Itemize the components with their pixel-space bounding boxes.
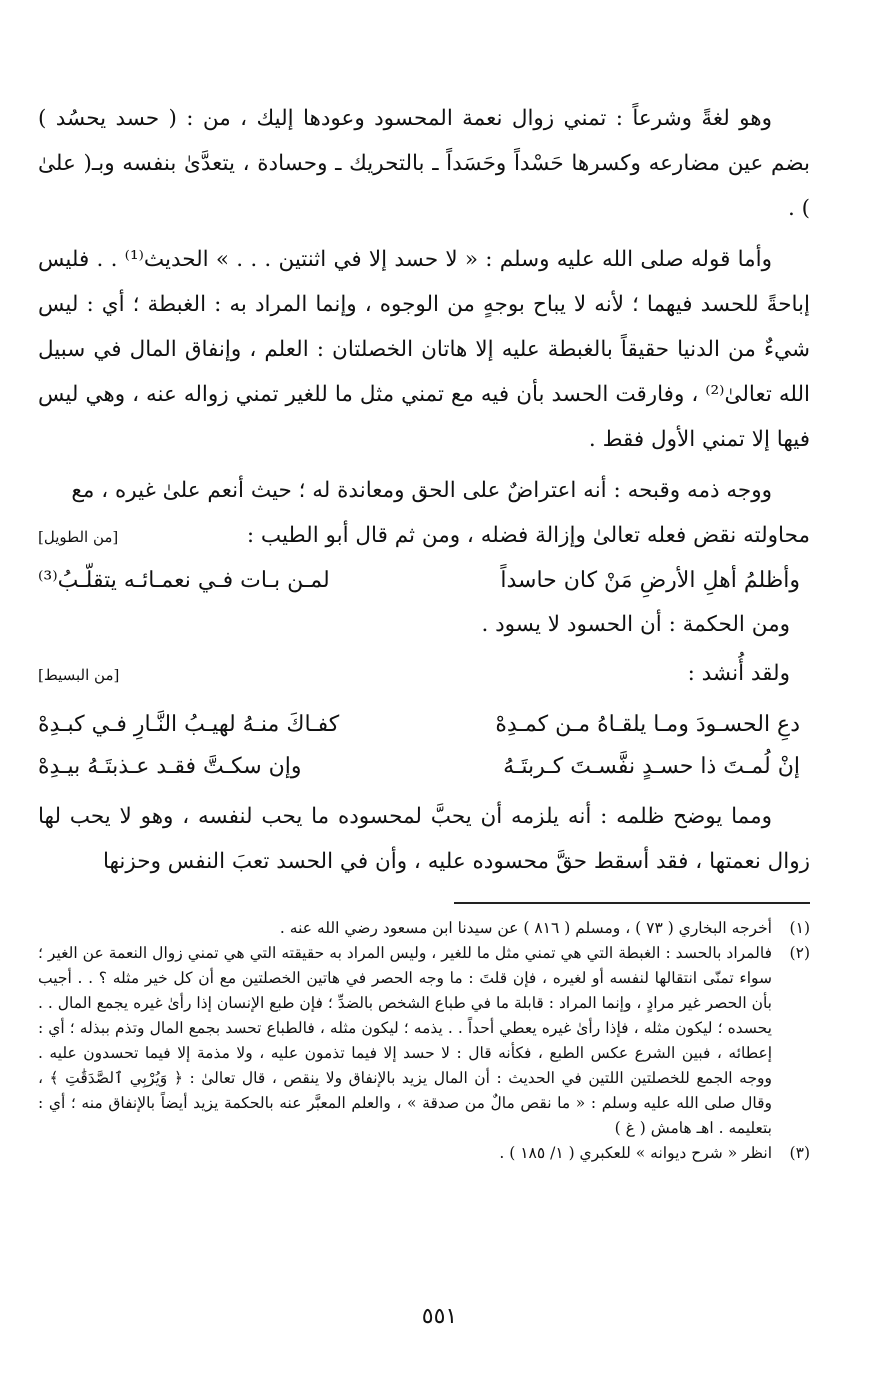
paragraph-5: ولقد أُنشد : <box>687 661 790 686</box>
meter-label-basit: [من البسيط] <box>38 666 120 684</box>
footnote-text: أخرجه البخاري ( ٧٣ ) ، ومسلم ( ٨١٦ ) عن سيدنا ابن مسعود رضي الله عنه . <box>279 919 772 937</box>
page-body <box>38 96 810 1356</box>
footnotes <box>38 916 810 1166</box>
poem-verse-3 <box>38 746 810 788</box>
paragraph-3-end: محاولته نقض فعله تعالىٰ وإزالة فضله ، ومن ثم قال أبو الطيب : <box>246 523 810 548</box>
footnote-1 <box>38 916 810 941</box>
paragraph-2: وأما قوله صلى الله عليه وسلم : « لا حسد إلا في اثنتين . . . » الحديث⁽¹⁾ . . فليس إباحةً للحسد فيهما ؛ لأنه لا يباح بوجهٍ من الوجوه ، وإنما المراد به : الغبطة ؛ أي : ليس شيءٌ من الدنيا حقيقاً بالغبطة عليه إلا هاتان الخصلتان : العلم ، وإنفاق المال في سبيل الله تعالىٰ⁽²⁾ ، وفارقت الحسد بأن فيه مع تمني مثل ما للغير تمني زواله عنه ، وهي ليس فيها إلا تمني الأول فقط . <box>38 247 810 452</box>
paragraph-3: ووجه ذمه وقبحه : أنه اعتراضٌ على الحق ومعاندة له ؛ حيث أنعم علىٰ غيره ، مع <box>71 478 772 503</box>
footnote-number: (١) <box>789 919 810 937</box>
paragraph-3-last-line <box>38 513 810 560</box>
verse-3-first-hemistich: إنْ لُمـتَ ذا حسـدٍ نفَّسـتَ كـربتَـهُ <box>503 754 800 779</box>
footnote-2 <box>38 941 810 1141</box>
meter-label-tawil: [من الطويل] <box>38 528 119 546</box>
verse-2-first-hemistich: دعِ الحسـودَ ومـا يلقـاهُ مـن كمـدِهْ <box>495 712 800 737</box>
footnote-text: فالمراد بالحسد : الغبطة التي هي تمني مثل ما للغير ، وليس المراد به حقيقته التي هي تمني زوال النعمة عن الغير ؛ سواء تمنّى انتقالها لنفسه أو لغيره ، فإن قلتَ : ما وجه الحصر في هاتين الخصلتين مع أن كل خير مثله ؟ . . أجيب بأن الحصر غير مرادٍ ، وإنما المراد : قابلة ما في طباع الشخص بالضدِّ ؛ فإن طبع الإنسان إذا رأىٰ غيره يجمع المال . . يحسده ؛ ليكون مثله ، فإذا رأىٰ غيره يعطي أحداً . . يذمه ؛ ليكون مثله ، فالطباع تحسد بجمع المال وتذم ببذله ؛ أي : إعطائه ، فبين الشرع عكس الطبع ، فكأنه قال : لا حسد إلا فيما تذمون عليه ، ولا مذمة إلا فيما تحسدون عليه . ووجه الجمع للخصلتين اللتين في الحديث : أن المال يزيد بالإنفاق ولا ينقص ، قال تعالىٰ : ﴿ وَيُرْبِي ٱلصَّدَقَٰتِ ﴾ ، وقال صلى الله عليه وسلم : « ما نقص مالٌ من صدقة » ، والعلم المعبَّر عنه بالحكمة يزيد أيضاً بالإنفاق منه ؛ أي : بتعليمه . اهـ هامش ( غ ) <box>38 944 772 1137</box>
footnote-separator <box>454 902 810 904</box>
paragraph-6: ومما يوضح ظلمه : أنه يلزمه أن يحبَّ لمحسوده ما يحب لنفسه ، وهو لا يحب لها زوال نعمتها ، فقد أسقط حقَّ محسوده عليه ، وأن في الحسد تعبَ النفس وحزنها <box>38 804 810 874</box>
paragraph-5-line <box>38 651 810 698</box>
footnote-number: (٣) <box>789 1144 810 1162</box>
verse-1-second-hemistich: لمـن بـات فـي نعمـائـه يتقلّـبُ⁽³⁾ <box>38 568 330 593</box>
page-number: ٥٥١ <box>421 1304 458 1329</box>
verse-1-first-hemistich: وأظلمُ أهلِ الأرضِ مَنْ كان حاسداً <box>500 568 800 593</box>
verse-3-second-hemistich: وإن سكـتَّ فقـد عـذبتَـهُ بيـدِهْ <box>38 754 302 779</box>
paragraph-1: وهو لغةً وشرعاً : تمني زوال نعمة المحسود وعودها إليك ، من : ( حسد يحسُد ) بضم عين مضارعه وكسرها حَسْداً وحَسَداً ـ بالتحريك ـ وحسادة ، يتعدَّىٰ بنفسه وبـ( علىٰ ) . <box>38 106 810 221</box>
footnote-3 <box>38 1141 810 1166</box>
footnote-text: انظر « شرح ديوانه » للعكبري ( ١/ ١٨٥ ) . <box>499 1144 772 1162</box>
paragraph-4: ومن الحكمة : أن الحسود لا يسود . <box>481 612 790 637</box>
poem-verse-1 <box>38 560 810 602</box>
footnote-number: (٢) <box>789 944 810 962</box>
poem-verse-2 <box>38 704 810 746</box>
verse-2-second-hemistich: كفـاكَ منـهُ لهيـبُ النَّـارِ فـي كبـدِهْ <box>38 712 340 737</box>
